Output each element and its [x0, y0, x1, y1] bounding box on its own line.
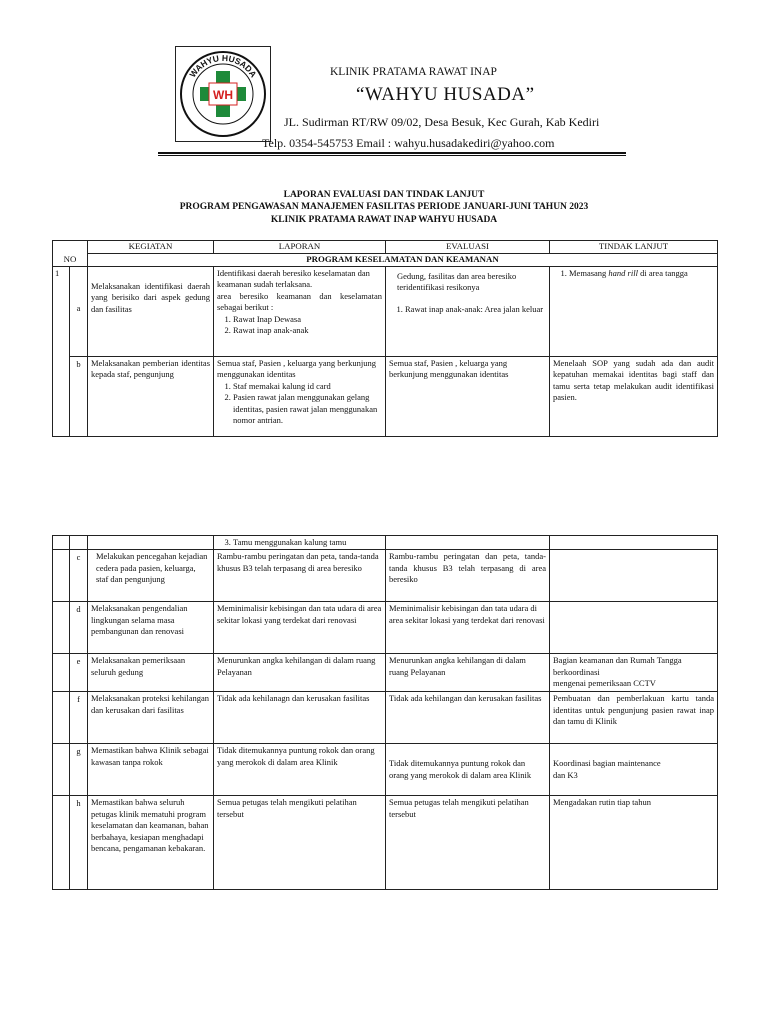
tindak-lanjut-cell: Mengadakan rutin tiap tahun: [550, 796, 718, 890]
tindak-lanjut-cell: [550, 744, 718, 796]
laporan-cell: Meminimalisir kebisingan dan tata udara di area sekitar lokasi yang terdekat dari renovasi: [214, 602, 386, 654]
evaluasi-cell: Rambu-rambu peringatan dan peta, tanda-tanda khusus B3 telah terpasang di area beresiko: [386, 550, 550, 602]
tindak-text-italic: hand rill: [608, 268, 638, 278]
empty-cell: [53, 654, 70, 692]
evaluasi-cell: Semua staf, Pasien , keluarga yang berkunjung menggunakan identitas: [386, 357, 550, 437]
kegiatan-cell: Memastikan bahwa Klinik sebagai kawasan tanpa rokok: [88, 744, 214, 796]
laporan-intro-2: area beresiko keamanan dan keselamatan sebagai berikut :: [217, 290, 382, 313]
row-letter: h: [70, 796, 88, 890]
logo-letters: WH: [213, 88, 233, 102]
header-kegiatan: KEGIATAN: [88, 241, 214, 254]
kegiatan-cell: Melaksanakan pemberian identitas kepada staf, pengunjung: [88, 357, 214, 437]
laporan-cell: Tidak ada kehilanagn dan kerusakan fasilitas: [214, 692, 386, 744]
table-row: [53, 744, 718, 796]
laporan-cell: [214, 536, 386, 550]
laporan-intro: Semua staf, Pasien , keluarga yang berkunjung menggunakan identitas: [217, 358, 376, 380]
logo-text: WAHYU HUSADA: [187, 52, 259, 80]
row-letter: d: [70, 602, 88, 654]
header-laporan: LAPORAN: [214, 241, 386, 254]
kegiatan-cell: Melaksanakan pengendalian lingkungan selama masa pembangunan dan renovasi: [88, 602, 214, 654]
header-rule-thick: [158, 152, 626, 154]
laporan-cell: [214, 357, 386, 437]
clinic-logo: [175, 46, 271, 142]
laporan-cell: [214, 267, 386, 357]
list-item: [569, 268, 714, 279]
tindak-line-1: Koordinasi bagian maintenance: [553, 758, 661, 769]
empty-cell: [53, 550, 70, 602]
report-title-line-3: KLINIK PRATAMA RAWAT INAP WAHYU HUSADA: [270, 215, 498, 225]
tindak-lanjut-cell: [550, 550, 718, 602]
tindak-lanjut-cell: Pembuatan dan pemberlakuan kartu tanda identitas untuk pengunjung pasien rawat inap dan tamu di Klinik: [550, 692, 718, 744]
list-item: 2. Pasien rawat jalan menggunakan gelang identitas, pasien rawat jalan menggunakan nomor antrian.: [233, 392, 382, 426]
empty-cell: [550, 536, 718, 550]
section-title: PROGRAM KESELAMATAN DAN KEAMANAN: [88, 254, 718, 267]
evaluasi-cell: Menurunkan angka kehilangan di dalam ruang Pelayanan: [386, 654, 550, 692]
tindak-text-post: di area tangga: [637, 268, 688, 278]
table-row: [53, 550, 718, 602]
clinic-contact: Telp. 0354-545753 Email : wahyu.husadakediri@yahoo.com: [262, 136, 555, 150]
row-letter: b: [70, 357, 88, 437]
evaluasi-cell: [386, 267, 550, 357]
kegiatan-cell: Melaksanakan proteksi kehilangan dan kerusakan dari fasilitas: [88, 692, 214, 744]
list-item: 1. Staf memakai kalung id card: [233, 381, 382, 392]
tindak-lanjut-cell: [550, 267, 718, 357]
empty-cell: [53, 692, 70, 744]
report-table-part-2: [52, 535, 718, 890]
table-row: [53, 692, 718, 744]
tindak-line-1: Bagian keamanan dan Rumah Tangga berkoordinasi: [553, 655, 682, 677]
evaluasi-cell: Semua petugas telah mengikuti pelatihan tersebut: [386, 796, 550, 890]
row-letter: g: [70, 744, 88, 796]
clinic-type: KLINIK PRATAMA RAWAT INAP: [330, 66, 497, 78]
evaluasi-intro: Gedung, fasilitas dan area beresiko teridentifikasi resikonya: [397, 271, 517, 293]
tindak-line-2: dan K3: [553, 769, 578, 780]
empty-cell: [53, 744, 70, 796]
list-item: 1. Rawat Inap Dewasa: [233, 314, 382, 325]
evaluasi-list: [389, 304, 546, 315]
tindak-list: [553, 268, 714, 279]
table-row-continuation: [53, 536, 718, 550]
table-row: [53, 267, 718, 357]
kegiatan-cell: Memastikan bahwa seluruh petugas klinik mematuhi program keselamatan dan keamanan, bahan berbahaya, kesiapan menghadapi bencana, pengamanan kebakaran.: [88, 796, 214, 890]
list-item: 3. Tamu menggunakan kalung tamu: [233, 537, 382, 548]
clinic-name: “WAHYU HUSADA”: [356, 84, 535, 105]
clinic-address: JL. Sudirman RT/RW 09/02, Desa Besuk, Kec Gurah, Kab Kediri: [284, 115, 600, 129]
table-row: [53, 796, 718, 890]
header-tindak-lanjut: TINDAK LANJUT: [550, 241, 718, 254]
kegiatan-cell: Melaksanakan identifikasi daerah yang berisiko dari aspek gedung dan fasilitas: [88, 267, 214, 357]
header-no: NO: [53, 241, 88, 267]
laporan-cell: Menurunkan angka kehilangan di dalam ruang Pelayanan: [214, 654, 386, 692]
table-row: [53, 357, 718, 437]
empty-cell: [53, 796, 70, 890]
laporan-cell: Tidak ditemukannya puntung rokok dan orang yang merokok di dalam area Klinik: [214, 744, 386, 796]
header-evaluasi: EVALUASI: [386, 241, 550, 254]
laporan-intro: Identifikasi daerah beresiko keselamatan dan keamanan sudah terlaksana.: [217, 268, 370, 290]
report-table-part-1: [52, 240, 718, 437]
empty-cell: [70, 536, 88, 550]
kegiatan-cell: Melaksanakan pemeriksaan seluruh gedung: [88, 654, 214, 692]
empty-cell: [88, 536, 214, 550]
header-rule-thin: [158, 155, 626, 156]
row-letter: f: [70, 692, 88, 744]
list-item: 1. Rawat inap anak-anak: Area jalan keluar: [405, 304, 546, 315]
tindak-line-2: mengenai pemeriksaan CCTV: [553, 678, 656, 689]
empty-cell: [386, 536, 550, 550]
clinic-logo-emblem: [178, 49, 268, 139]
evaluasi-cell: Tidak ditemukannya puntung rokok dan orang yang merokok di dalam area Klinik: [386, 744, 550, 796]
laporan-list: [217, 381, 382, 427]
table-row: [53, 654, 718, 692]
tindak-lanjut-cell: [550, 654, 718, 692]
tindak-lanjut-cell: [550, 602, 718, 654]
laporan-list: [217, 314, 382, 337]
tindak-text-pre: Memasang: [569, 268, 609, 278]
laporan-cell: Rambu-rambu peringatan dan peta, tanda-tanda khusus B3 telah terpasang di area beresiko: [214, 550, 386, 602]
report-title-line-2: PROGRAM PENGAWASAN MANAJEMEN FASILITAS PERIODE JANUARI-JUNI TAHUN 2023: [179, 202, 589, 212]
row-letter: a: [70, 267, 88, 357]
list-item: 2. Rawat inap anak-anak: [233, 325, 382, 336]
table-header-row: [53, 241, 718, 254]
report-title-line-1: LAPORAN EVALUASI DAN TINDAK LANJUT: [283, 190, 485, 200]
table-row: [53, 602, 718, 654]
row-letter: e: [70, 654, 88, 692]
empty-cell: [53, 602, 70, 654]
laporan-cell: Semua petugas telah mengikuti pelatihan tersebut: [214, 796, 386, 890]
tindak-lanjut-cell: Menelaah SOP yang sudah ada dan audit kepatuhan memakai identitas bagi staff dan tamu serta tetap melakukan audit identifikasi pasien.: [550, 357, 718, 437]
evaluasi-cell: Tidak ada kehilangan dan kerusakan fasilitas: [386, 692, 550, 744]
row-letter: c: [70, 550, 88, 602]
section-title-row: [53, 254, 718, 267]
kegiatan-cell: Melakukan pencegahan kejadian cedera pada pasien, keluarga, staf dan pengunjung: [88, 550, 214, 602]
empty-cell: [53, 536, 70, 550]
evaluasi-cell: Meminimalisir kebisingan dan tata udara di area sekitar lokasi yang terdekat dari renovasi: [386, 602, 550, 654]
laporan-list-continued: [217, 537, 382, 548]
section-number: 1: [53, 267, 70, 437]
